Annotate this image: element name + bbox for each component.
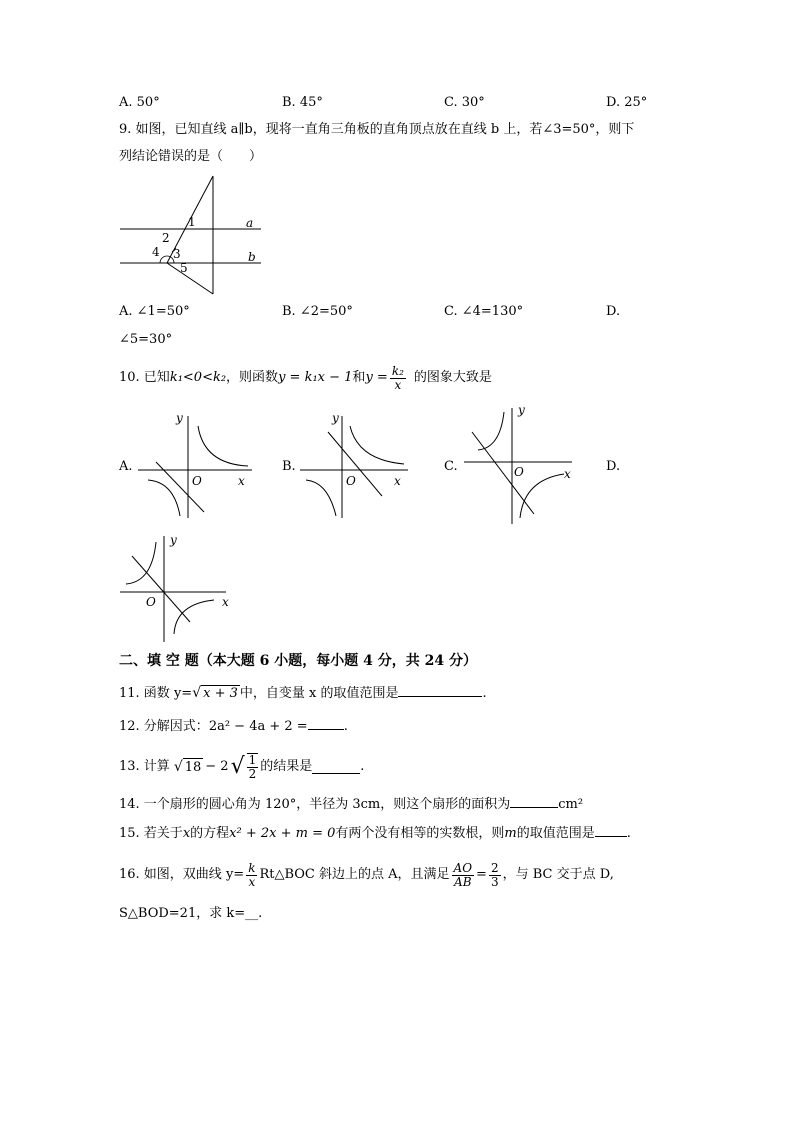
q12-prefix: 12. 分解因式： (119, 719, 209, 734)
q10-prefix: 10. 已知 (119, 370, 170, 385)
q14 (119, 795, 583, 814)
y-label: y (170, 533, 177, 547)
q15: 15. 若关于x的方程x² + 2x + m = 0有两个没有相等的实数根，则m的取值范围是 . (119, 826, 631, 841)
q10-f2-lhs: y = (365, 370, 388, 385)
q14-text: 14. 一个扇形的圆心角为 120°，半径为 3cm，则这个扇形的面积为 (119, 797, 511, 812)
q11-radicand: x + 3 (203, 686, 238, 701)
q9-figure (116, 172, 266, 298)
q10-condition: k₁<0<k₂ (169, 370, 227, 385)
q11-prefix: 11. 函数 y= (119, 686, 193, 701)
q13-radicand: 18 (184, 759, 202, 775)
linear-line (132, 556, 190, 622)
q16-knum: k (248, 860, 256, 875)
q9-option-b: B. ∠2=50° (282, 304, 353, 319)
q10-stem (119, 360, 492, 396)
x-label: x (238, 474, 245, 488)
q15-mid2: 有两个没有相等的实数根，则 (335, 826, 505, 841)
hyperbola-q1 (350, 426, 404, 464)
q16-value-frac (489, 862, 501, 889)
label-2: 2 (162, 231, 170, 245)
q11: 11. 函数 y=√ x + 3 中，自变量 x 的取值范围是 . (119, 685, 487, 701)
q9-option-d: D. (606, 304, 621, 319)
q10-option-d-label: D. (606, 459, 621, 474)
q15-prefix: 15. 若关于 (119, 826, 183, 841)
y-label: y (518, 403, 525, 417)
q13-answer-blank[interactable] (312, 761, 360, 774)
q16-vden: 3 (490, 874, 499, 889)
q15-var: x (182, 826, 191, 841)
origin-label: O (346, 474, 356, 488)
q10-f2-frac (390, 365, 406, 392)
q16-kden: x (248, 874, 256, 889)
hyperbola-q1 (198, 426, 248, 466)
hyperbola-q3 (148, 480, 180, 516)
graph-a (134, 408, 254, 520)
q8-option-c: C. 30° (444, 95, 485, 110)
q9-line2: 列结论错误的是（ ） (119, 149, 263, 164)
section2-title: 二、填 空 题（本大题 6 小题，每小题 4 分，共 24 分） (119, 653, 477, 669)
q9-option-c: C. ∠4=130° (444, 304, 524, 319)
origin-label: O (146, 595, 156, 609)
x-label: x (394, 474, 401, 488)
q10-f1: y = k₁x − 1 (278, 370, 353, 385)
label-3: 3 (173, 247, 181, 261)
hyperbola-q4 (174, 600, 214, 634)
label-b: b (248, 250, 256, 264)
x-label: x (564, 467, 571, 481)
hyperbola-q4 (520, 474, 564, 518)
q11-answer-blank[interactable] (398, 684, 482, 697)
q13-frac (247, 753, 259, 781)
q13-suffix: 的结果是 (260, 759, 313, 774)
q16-line2: S△BOD=21，求 k=__. (119, 906, 263, 921)
q16-suffix: ，与 BC 交于点 D, (502, 867, 614, 882)
q15-suffix: 的取值范围是 (516, 826, 595, 841)
q14-unit: cm² (558, 797, 584, 812)
q13-prefix: 13. 计算 (119, 759, 170, 774)
q12-answer-blank[interactable] (308, 717, 344, 730)
label-1: 1 (188, 215, 196, 229)
x-label: x (222, 595, 229, 609)
label-4: 4 (152, 245, 160, 259)
q8-option-b: B. 45° (282, 95, 323, 110)
graph-b (296, 408, 416, 520)
label-a: a (246, 216, 254, 230)
q9-option-d-cont: ∠5=30° (119, 332, 173, 347)
q10-mid: ，则函数 (226, 370, 279, 385)
label-5: 5 (180, 261, 188, 275)
q16-line1 (119, 855, 614, 895)
q16-vnum: 2 (490, 860, 499, 875)
q10-and: 和 (352, 370, 366, 385)
q15-answer-blank[interactable] (595, 824, 627, 837)
q9-line1: 9. 如图，已知直线 a∥b，现将一直角三角板的直角顶点放在直线 b 上，若∠3=50°，则下 (119, 122, 635, 137)
q8-option-a: A. 50° (119, 95, 160, 110)
q8-option-d: D. 25° (606, 95, 648, 110)
q15-mid: 的方程 (190, 826, 230, 841)
q15-equation: x² + 2x + m = 0 (229, 826, 336, 841)
q11-suffix: 中，自变量 x 的取值范围是 (239, 686, 399, 701)
q10-option-b-label: B. (282, 459, 296, 474)
q14-answer-blank[interactable] (510, 795, 558, 808)
q12: 12. 分解因式：2a² − 4a + 2 = . (119, 719, 348, 734)
q13-minus2: − 2 (205, 759, 229, 774)
hyperbola-q3 (306, 480, 336, 516)
q10-f2-den: x (394, 377, 402, 392)
q10-f2-num: k₂ (391, 363, 404, 378)
origin-label: O (192, 474, 202, 488)
q16-eq: = (476, 867, 487, 882)
y-label: y (332, 411, 339, 425)
y-label: y (176, 411, 183, 425)
triangle-leg2 (167, 263, 213, 294)
q16-ratio-frac (452, 862, 475, 889)
q16-fnum: AO (453, 860, 473, 875)
origin-label: O (514, 465, 524, 479)
q13-fnum: 1 (248, 753, 257, 767)
graph-c (460, 402, 580, 528)
q10-suffix: 的图象大致是 (413, 370, 492, 385)
q16-mid: Rt△BOC 斜边上的点 A，且满足 (259, 867, 450, 882)
q13: 13. 计算 √ 18 − 2 √ $\frac{1}{2}$ 的结果是 . (119, 753, 365, 781)
q10-option-c-label: C. (444, 459, 458, 474)
q10-option-a-label: A. (119, 459, 133, 474)
q16-k-frac (246, 862, 257, 889)
q16-fden: AB (454, 874, 472, 889)
graph-d (118, 530, 238, 644)
q16-prefix: 16. 如图，双曲线 y= (119, 867, 245, 882)
q12-expr: 2a² − 4a + 2 = (208, 719, 308, 734)
q15-var2: m (504, 826, 517, 841)
q9-option-a: A. ∠1=50° (119, 304, 190, 319)
linear-line (472, 432, 534, 514)
q13-fden: 2 (248, 767, 257, 781)
